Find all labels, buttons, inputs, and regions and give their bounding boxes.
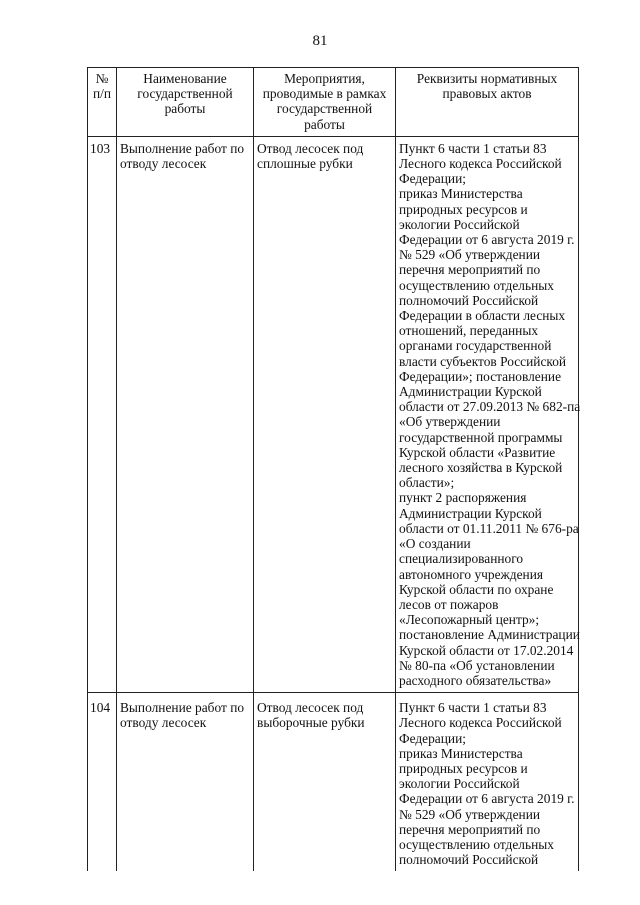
table-row bbox=[88, 136, 579, 692]
requisite-line: власти субъектов Российской bbox=[399, 353, 567, 369]
requisite-line: приказ Министерства bbox=[399, 186, 523, 202]
requisite-line: автономного учреждения bbox=[399, 566, 544, 582]
row-number: 103 bbox=[88, 136, 117, 692]
requisite-line: Лесного кодекса Российской bbox=[399, 715, 562, 731]
header-activities: Мероприятия, проводимые в рамках государственной работы bbox=[254, 68, 396, 137]
requisite-line: № 80-па «Об установлении bbox=[399, 657, 555, 673]
table-header-row bbox=[88, 68, 579, 137]
requisites-cell bbox=[396, 693, 579, 872]
requisite-line: отношений, переданных bbox=[399, 323, 539, 339]
requisite-line: Федерации; bbox=[399, 730, 466, 746]
requisite-line: Федерации»; постановление bbox=[399, 368, 562, 384]
activities-cell: Отвод лесосек под сплошные рубки bbox=[254, 136, 396, 692]
requisites-cell bbox=[396, 136, 579, 692]
requisite-line: природных ресурсов и bbox=[399, 760, 528, 776]
requisite-line: приказ Министерства bbox=[399, 745, 523, 761]
work-name-cell: Выполнение работ по отводу лесосек bbox=[117, 693, 254, 872]
requisite-line: государственной программы bbox=[399, 429, 563, 445]
requisite-line: лесного хозяйства в Курской bbox=[399, 460, 563, 476]
header-name: Наименование государственной работы bbox=[117, 68, 254, 137]
regulatory-acts-table bbox=[87, 67, 579, 871]
requisite-line: перечня мероприятий по bbox=[399, 262, 541, 278]
requisite-line: осуществлению отдельных bbox=[399, 277, 554, 293]
requisite-line: Федерации; bbox=[399, 171, 466, 187]
requisite-line: Пункт 6 части 1 статьи 83 bbox=[399, 140, 547, 156]
requisite-line: перечня мероприятий по bbox=[399, 821, 541, 837]
requisite-line: экологии Российской bbox=[399, 776, 520, 792]
requisite-line: постановление Администрации bbox=[399, 627, 580, 643]
requisite-line: специализированного bbox=[399, 551, 524, 567]
requisite-line: области от 01.11.2011 № 676-ра bbox=[399, 520, 579, 536]
requisite-line: Курской области «Развитие bbox=[399, 444, 556, 460]
requisite-line: полномочий Российской bbox=[399, 852, 539, 868]
requisite-line: «Об утверждении bbox=[399, 414, 501, 430]
requisite-line: «О создании bbox=[399, 536, 471, 552]
page-number: 81 bbox=[312, 33, 328, 49]
requisite-line: органами государственной bbox=[399, 338, 552, 354]
requisite-line: № 529 «Об утверждении bbox=[399, 247, 541, 263]
requisite-line: Пункт 6 части 1 статьи 83 bbox=[399, 700, 547, 716]
header-requisites: Реквизиты нормативных правовых актов bbox=[396, 68, 579, 137]
requisite-line: Лесного кодекса Российской bbox=[399, 156, 562, 172]
requisite-line: Федерации от 6 августа 2019 г. bbox=[399, 232, 575, 248]
requisite-line: осуществлению отдельных bbox=[399, 836, 554, 852]
requisite-line: Федерации от 6 августа 2019 г. bbox=[399, 791, 575, 807]
requisite-line: полномочий Российской bbox=[399, 292, 539, 308]
requisite-line: природных ресурсов и bbox=[399, 201, 528, 217]
requisite-line: Курской области по охране bbox=[399, 581, 554, 597]
requisite-line: «Лесопожарный центр»; bbox=[399, 612, 540, 628]
requisite-line: пункт 2 распоряжения bbox=[399, 490, 527, 506]
requisite-line: Курской области от 17.02.2014 bbox=[399, 642, 574, 658]
requisite-line: экологии Российской bbox=[399, 216, 520, 232]
requisite-line: области»; bbox=[399, 475, 455, 491]
requisite-line: Администрации Курской bbox=[399, 505, 542, 521]
table-row bbox=[88, 693, 579, 872]
requisite-line: лесов от пожаров bbox=[399, 596, 499, 612]
row-number: 104 bbox=[88, 693, 117, 872]
requisite-line: расходного обязательства» bbox=[399, 672, 552, 688]
requisite-line: Федерации в области лесных bbox=[399, 308, 566, 324]
header-num: № п/п bbox=[88, 68, 117, 137]
activities-cell: Отвод лесосек под выборочные рубки bbox=[254, 693, 396, 872]
requisite-line: области от 27.09.2013 № 682-па bbox=[399, 399, 581, 415]
work-name-cell: Выполнение работ по отводу лесосек bbox=[117, 136, 254, 692]
requisite-line: № 529 «Об утверждении bbox=[399, 806, 541, 822]
requisite-line: Администрации Курской bbox=[399, 384, 542, 400]
